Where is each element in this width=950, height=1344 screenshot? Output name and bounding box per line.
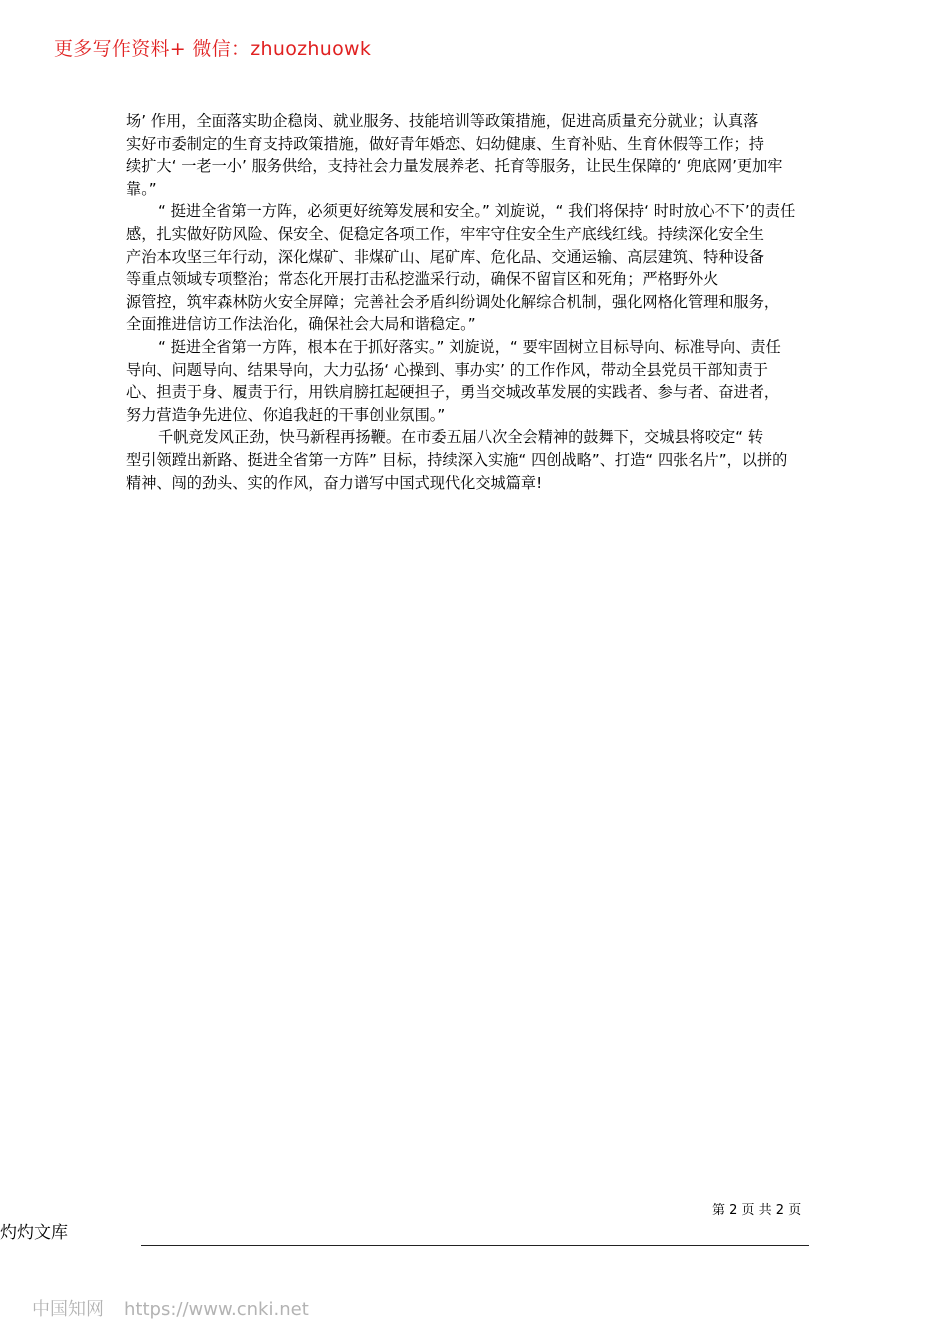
- article-body: [126, 110, 842, 494]
- text-line: 实好市委制定的生育支持政策措施，做好青年婚恋、妇幼健康、生育补贴、生育休假等工作；持: [126, 134, 764, 153]
- text-line: 精神、闯的劲头、实的作风，奋力谱写中国式现代化交城篇章!: [126, 473, 543, 492]
- text-line: 全面推进信访工作法治化，确保社会大局和谐稳定。”: [126, 315, 476, 334]
- text-line: 产治本攻坚三年行动，深化煤矿、非煤矿山、尾矿库、危化品、交通运输、高层建筑、特种设备: [126, 247, 764, 266]
- text-line: 续扩大‘ 一老一小’ 服务供给，支持社会力量发展养老、托育等服务，让民生保障的‘ 兜底网’更加牢: [126, 157, 783, 176]
- text-line: 型引领蹚出新路、挺进全省第一方阵” 目标，持续深入实施“ 四创战略”、打造“ 四张名片”，以拼的: [126, 450, 788, 469]
- text-line: 等重点领域专项整治；常态化开展打击私挖滥采行动，确保不留盲区和死角；严格野外火: [126, 270, 719, 289]
- text-line: “ 挺进全省第一方阵，必须更好统筹发展和安全。” 刘旋说，“ 我们将保持‘ 时时放心不下’的责任: [158, 202, 796, 221]
- watermark-name: 中国知网: [32, 1299, 104, 1320]
- cnki-watermark: [32, 1295, 309, 1321]
- text-line: 靠。”: [126, 179, 157, 198]
- text-line: 心、担责于身、履责于行，用铁肩膀扛起硬担子，勇当交城改革发展的实践者、参与者、奋进者，: [126, 383, 780, 402]
- text-line: 导向、问题导向、结果导向，大力弘扬‘ 心操到、事办实’ 的工作作风，带动全县党员干部知责于: [126, 360, 768, 379]
- text-line: 努力营造争先进位、你追我赶的干事创业氛围。”: [126, 405, 446, 424]
- text-line: 场’ 作用，全面落实助企稳岗、就业服务、技能培训等政策措施，促进高质量充分就业；认真落: [126, 112, 759, 130]
- footer-divider: [141, 1245, 809, 1246]
- promo-banner: 更多写作资料+ 微信：zhuozhuowk: [54, 38, 372, 60]
- text-line: “ 挺进全省第一方阵，根本在于抓好落实。” 刘旋说，“ 要牢固树立目标导向、标准导向、责任: [158, 337, 781, 356]
- watermark-url: https://www.cnki.net: [124, 1299, 309, 1320]
- text-line: 千帆竞发风正劲，快马新程再扬鞭。在市委五届八次全会精神的鼓舞下，交城县将咬定“ 转: [158, 428, 764, 447]
- text-line: 感，扎实做好防风险、保安全、促稳定各项工作，牢牢守住安全生产底线红线。持续深化安全生: [126, 224, 764, 243]
- page-number: 第 2 页 共 2 页: [712, 1203, 802, 1218]
- text-line: 源管控，筑牢森林防火安全屏障；完善社会矛盾纠纷调处化解综合机制，强化网格化管理和服务，: [126, 292, 780, 311]
- library-name: 灼灼文库: [0, 1223, 68, 1243]
